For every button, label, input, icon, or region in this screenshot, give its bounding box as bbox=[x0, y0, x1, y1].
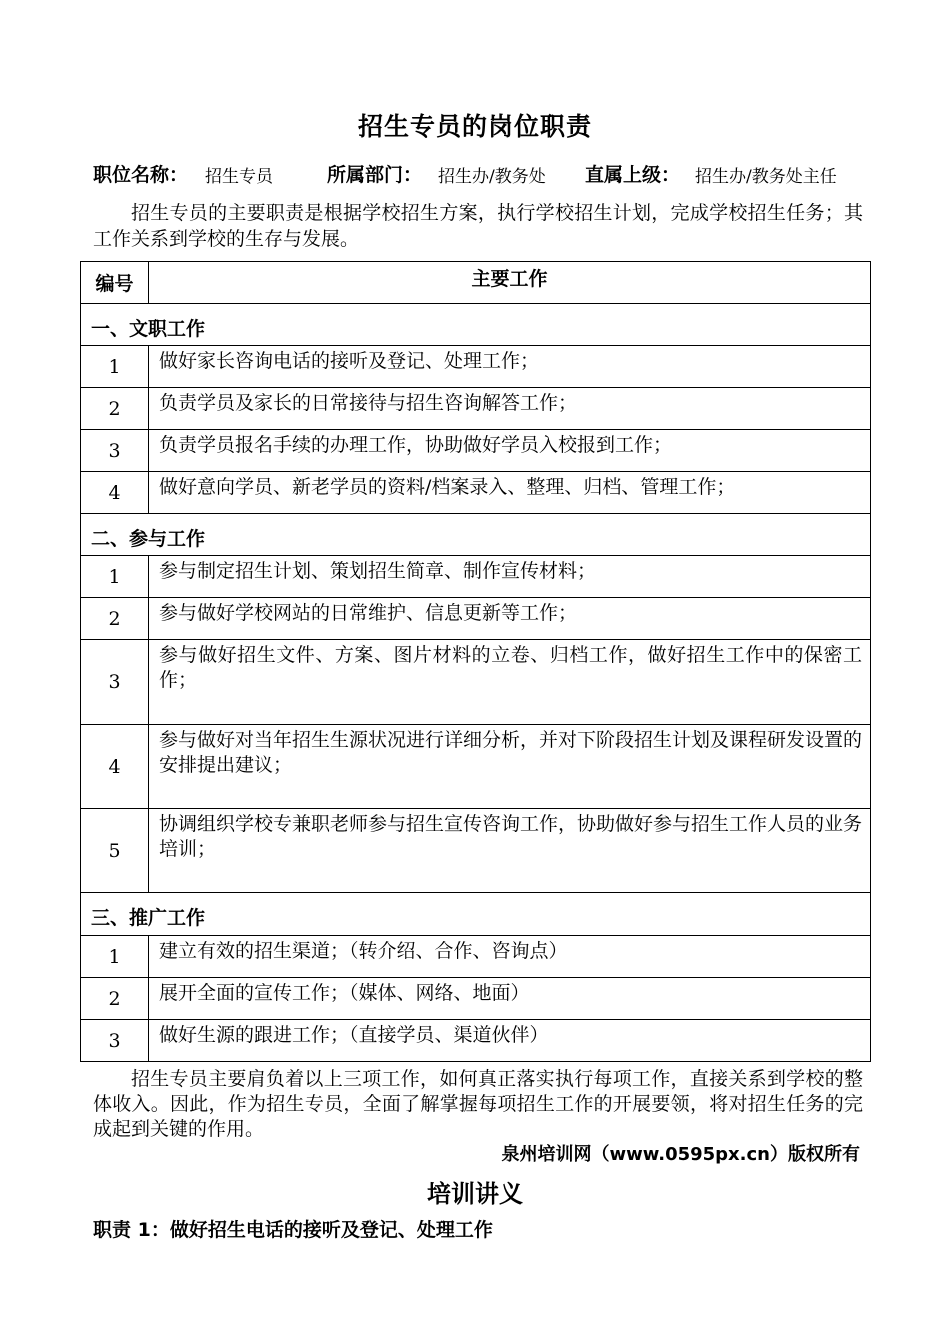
intro-paragraph: 招生专员的主要职责是根据学校招生方案，执行学校招生计划，完成学校招生任务；其工作关系到学校的生存与发展。 bbox=[93, 202, 863, 250]
section-row bbox=[81, 514, 871, 556]
table-row bbox=[81, 936, 871, 978]
superior-value: 招生办/教务处主任 bbox=[695, 167, 837, 187]
row-text: 展开全面的宣传工作；（媒体、网络、地面） bbox=[149, 978, 871, 1020]
table-row bbox=[81, 1020, 871, 1062]
section-title: 三、推广工作 bbox=[81, 893, 871, 936]
header-number: 编号 bbox=[81, 262, 149, 304]
row-number: 4 bbox=[81, 472, 149, 514]
row-text: 参与做好招生文件、方案、图片材料的立卷、归档工作，做好招生工作中的保密工作； bbox=[149, 640, 871, 725]
table-row bbox=[81, 388, 871, 430]
department-value: 招生办/教务处 bbox=[438, 167, 546, 187]
job-meta-line bbox=[93, 160, 863, 190]
section-row bbox=[81, 893, 871, 936]
section-title: 一、文职工作 bbox=[81, 304, 871, 346]
page-title: 招生专员的岗位职责 bbox=[357, 112, 592, 141]
row-number: 1 bbox=[81, 556, 149, 598]
superior-label: 直属上级： bbox=[585, 164, 681, 186]
duty-heading: 职责 1：做好招生电话的接听及登记、处理工作 bbox=[93, 1219, 493, 1241]
row-text: 协调组织学校专兼职老师参与招生宣传咨询工作，协助做好参与招生工作人员的业务培训； bbox=[149, 809, 871, 893]
table-row bbox=[81, 430, 871, 472]
table-row bbox=[81, 809, 871, 893]
row-text: 参与制定招生计划、策划招生简章、制作宣传材料； bbox=[149, 556, 871, 598]
section-subtitle: 培训讲义 bbox=[427, 1180, 523, 1208]
row-number: 3 bbox=[81, 640, 149, 725]
table-row bbox=[81, 978, 871, 1020]
row-number: 5 bbox=[81, 809, 149, 893]
position-label: 职位名称： bbox=[93, 164, 189, 186]
table-header-row bbox=[81, 262, 871, 304]
header-main-work: 主要工作 bbox=[149, 262, 871, 304]
section-title: 二、参与工作 bbox=[81, 514, 871, 556]
table-row bbox=[81, 472, 871, 514]
section-row bbox=[81, 304, 871, 346]
duties-table bbox=[80, 261, 871, 1062]
row-number: 4 bbox=[81, 725, 149, 809]
copyright-notice: 泉州培训网（www.0595px.cn）版权所有 bbox=[501, 1144, 860, 1165]
row-text: 建立有效的招生渠道；（转介绍、合作、咨询点） bbox=[149, 936, 871, 978]
row-number: 1 bbox=[81, 346, 149, 388]
table-row bbox=[81, 598, 871, 640]
table-row bbox=[81, 725, 871, 809]
row-text: 负责学员报名手续的办理工作，协助做好学员入校报到工作； bbox=[149, 430, 871, 472]
table-row bbox=[81, 346, 871, 388]
row-text: 负责学员及家长的日常接待与招生咨询解答工作； bbox=[149, 388, 871, 430]
row-number: 2 bbox=[81, 388, 149, 430]
row-number: 3 bbox=[81, 430, 149, 472]
row-text: 做好意向学员、新老学员的资料/档案录入、整理、归档、管理工作； bbox=[149, 472, 871, 514]
row-text: 参与做好学校网站的日常维护、信息更新等工作； bbox=[149, 598, 871, 640]
row-number: 2 bbox=[81, 598, 149, 640]
row-text: 做好家长咨询电话的接听及登记、处理工作； bbox=[149, 346, 871, 388]
table-row bbox=[81, 556, 871, 598]
row-number: 1 bbox=[81, 936, 149, 978]
row-number: 2 bbox=[81, 978, 149, 1020]
table-row bbox=[81, 640, 871, 725]
row-text: 做好生源的跟进工作；（直接学员、渠道伙伴） bbox=[149, 1020, 871, 1062]
row-text: 参与做好对当年招生生源状况进行详细分析，并对下阶段招生计划及课程研发设置的安排提出建议； bbox=[149, 725, 871, 809]
position-value: 招生专员 bbox=[205, 167, 273, 187]
closing-paragraph: 招生专员主要肩负着以上三项工作，如何真正落实执行每项工作，直接关系到学校的整体收入。因此，作为招生专员，全面了解掌握每项招生工作的开展要领，将对招生任务的完成起到关键的作用。 bbox=[93, 1068, 863, 1140]
row-number: 3 bbox=[81, 1020, 149, 1062]
department-label: 所属部门： bbox=[327, 164, 423, 186]
